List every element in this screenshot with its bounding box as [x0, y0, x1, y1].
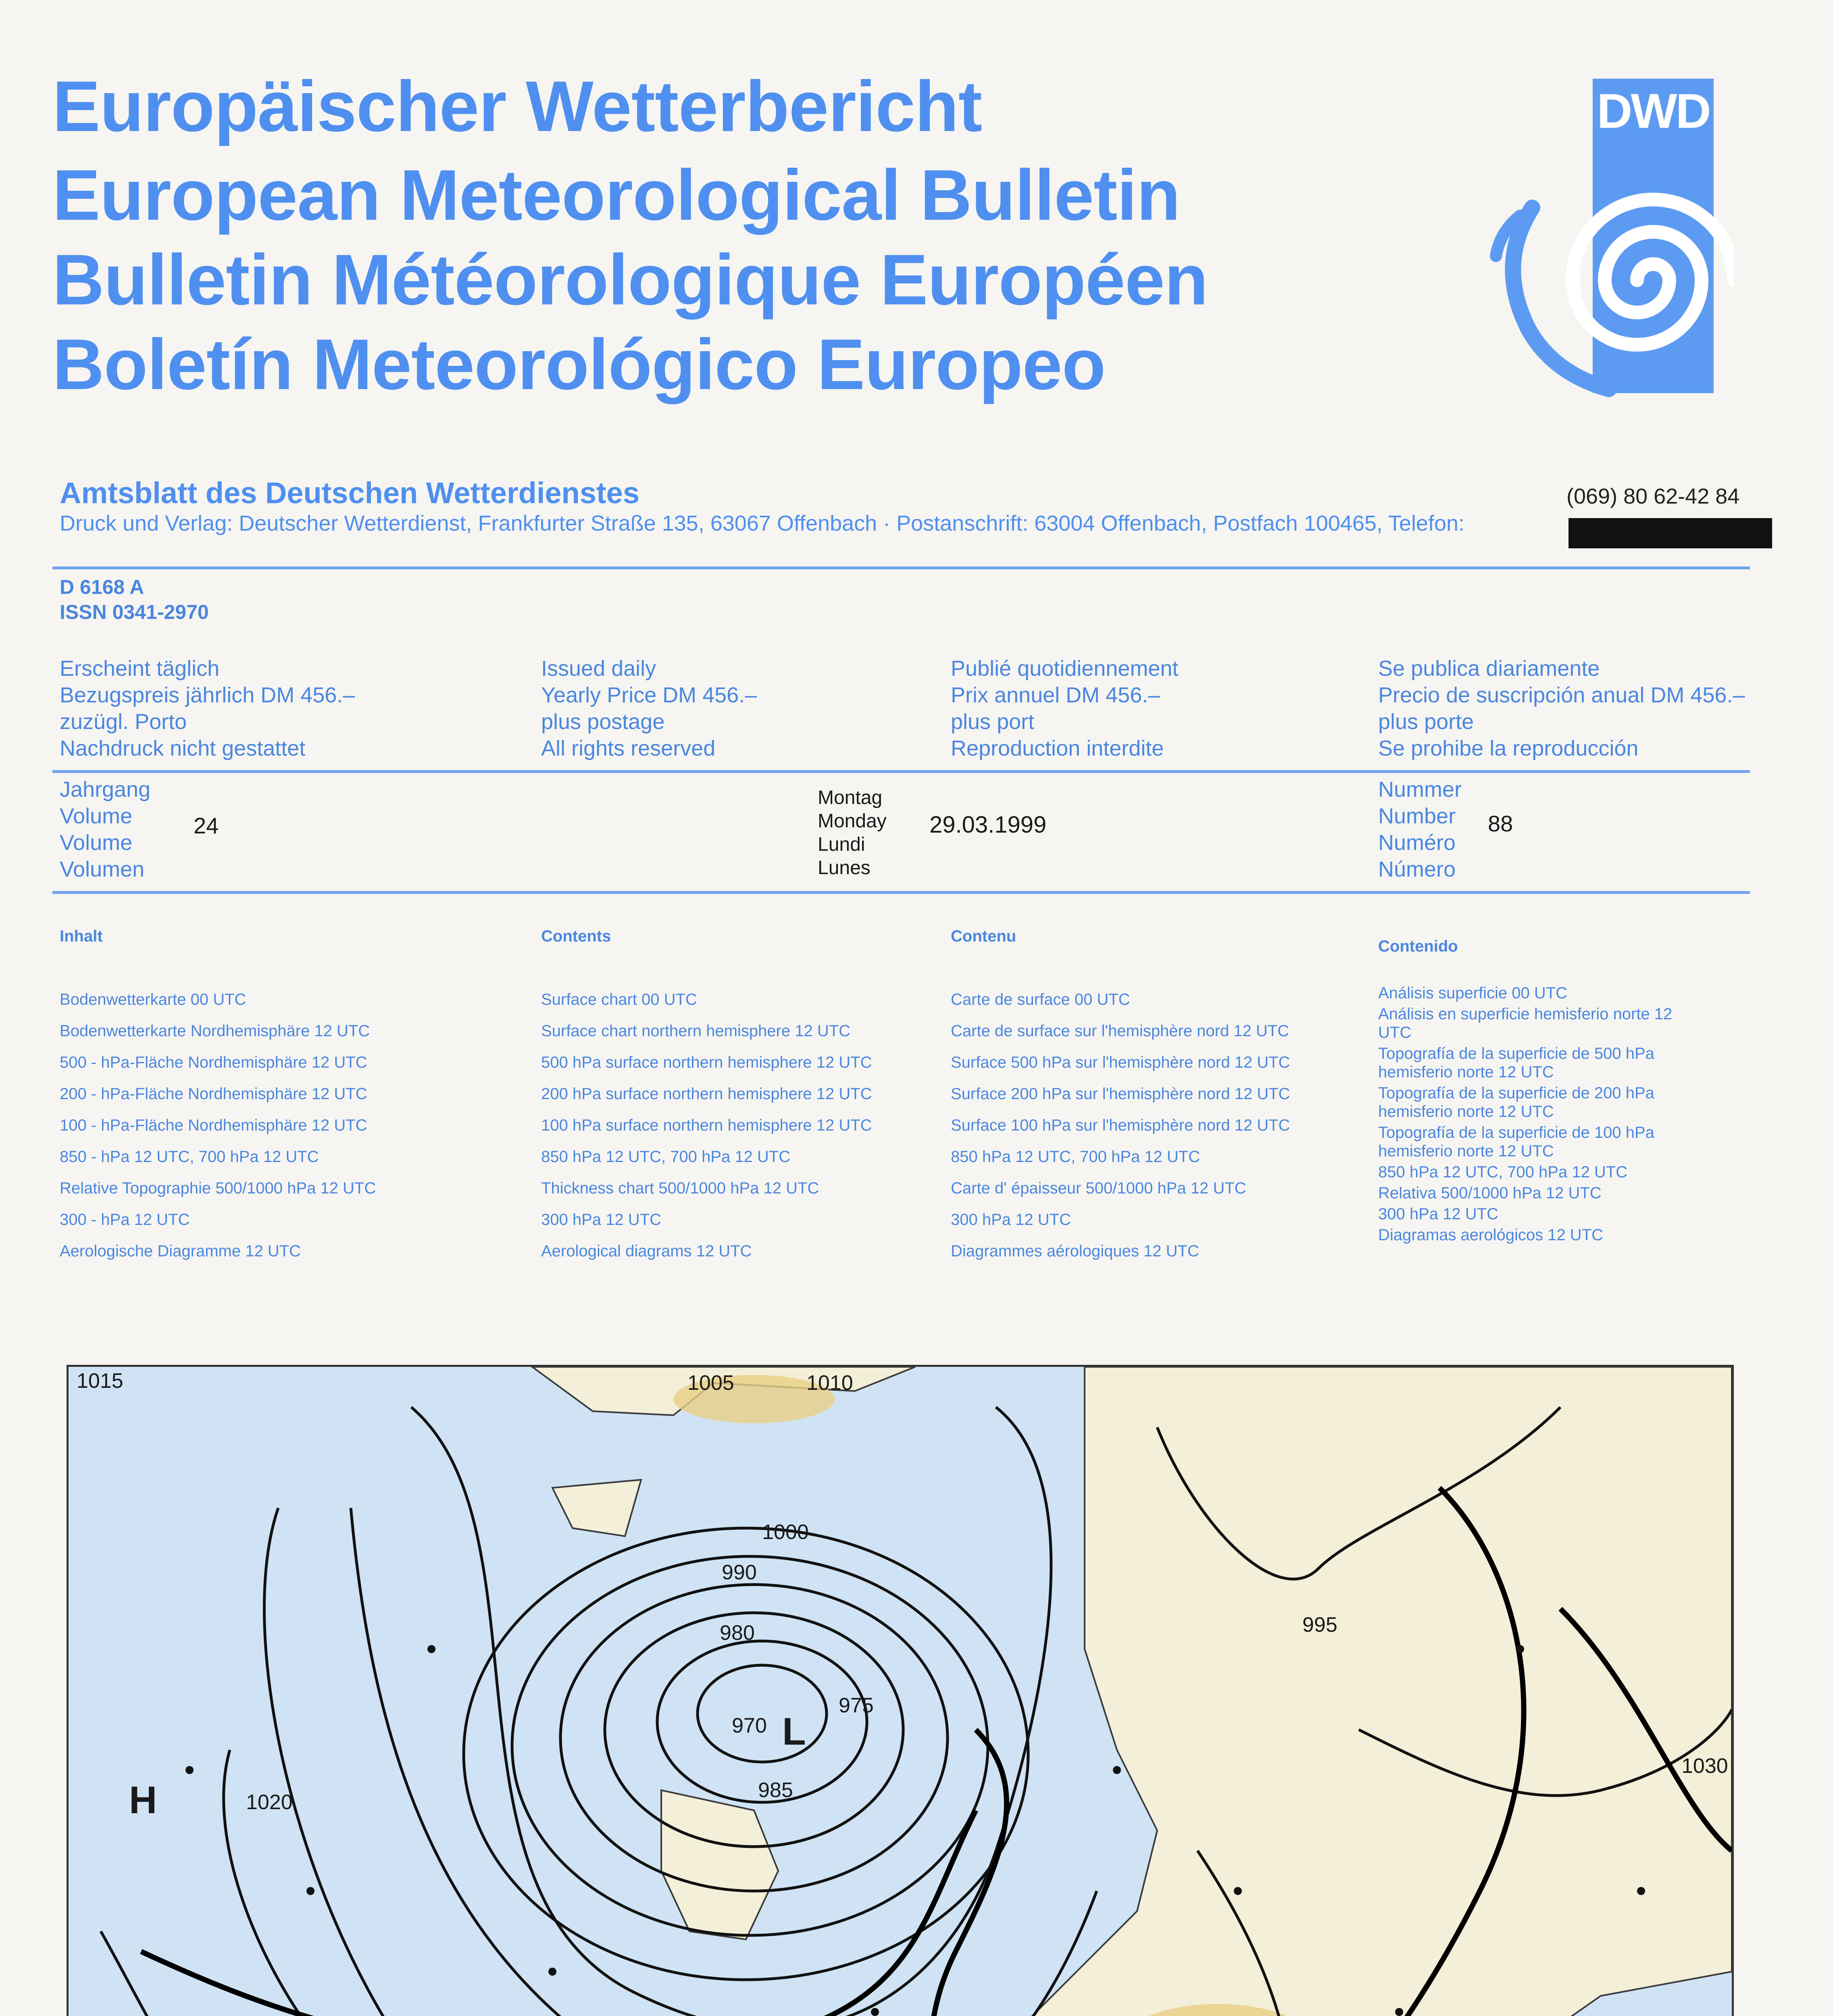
toc-item: Aerological diagrams 12 UTC — [541, 1242, 752, 1260]
isobar-label: 975 — [839, 1694, 874, 1717]
toc-heading: Contents — [541, 927, 611, 945]
day-label: Lunes — [818, 857, 871, 879]
pricing-line: Issued daily — [541, 656, 656, 681]
publisher-phone: (069) 80 62-42 84 — [1566, 484, 1740, 508]
toc-item: Surface 200 hPa sur l'hemisphère nord 12 UTC — [951, 1085, 1290, 1103]
publisher-name: Amtsblatt des Deutschen Wetterdienstes — [60, 476, 639, 510]
toc-item: 200 hPa surface northern hemisphere 12 UTC — [541, 1085, 872, 1103]
pricing-line: All rights reserved — [541, 736, 716, 760]
pricing-line: Reproduction interdite — [951, 736, 1164, 760]
toc-item: 850 hPa 12 UTC, 700 hPa 12 UTC — [951, 1148, 1200, 1166]
toc-item: 500 - hPa-Fläche Nordhemisphäre 12 UTC — [60, 1054, 367, 1071]
toc-item: Bodenwetterkarte Nordhemisphäre 12 UTC — [60, 1022, 370, 1040]
toc-column — [541, 927, 920, 1267]
toc-item: 100 hPa surface northern hemisphere 12 UTC — [541, 1116, 872, 1134]
isobar-label: 980 — [720, 1621, 755, 1645]
isobar-label: 995 — [1302, 1613, 1337, 1637]
pricing-line: Publié quotidiennement — [951, 656, 1179, 681]
low-pressure-center: L — [782, 1710, 806, 1753]
divider — [52, 566, 1750, 569]
number-label: Number — [1378, 804, 1456, 828]
day-label: Lundi — [818, 834, 865, 855]
d-number: D 6168 A — [60, 576, 144, 598]
toc-item: Relative Topographie 500/1000 hPa 12 UTC — [60, 1179, 376, 1197]
land-masses — [532, 1367, 1732, 2016]
toc-item: Carte d' épaisseur 500/1000 hPa 12 UTC — [951, 1179, 1246, 1197]
day-labels — [818, 786, 887, 880]
toc-item: Surface chart 00 UTC — [541, 991, 697, 1008]
map-drawing — [69, 1367, 1732, 2016]
pricing-spanish — [1378, 655, 1745, 762]
publisher-address: Druck und Verlag: Deutscher Wetterdienst, Frankfurter Straße 135, 63067 Offenbach · Postanschrift: 63004 Offenbach, Postfach 100465, Telefon: — [60, 511, 1465, 535]
day-label: Monday — [818, 810, 887, 832]
toc-column — [1378, 937, 1685, 1247]
toc-item: 300 hPa 12 UTC — [1378, 1205, 1498, 1223]
isobar-label: 1000 — [762, 1520, 809, 1544]
toc-item: 100 - hPa-Fläche Nordhemisphäre 12 UTC — [60, 1116, 367, 1134]
title-english: European Meteorological Bulletin — [52, 155, 1180, 235]
pricing-line: plus postage — [541, 710, 665, 734]
pricing-line: Nachdruck nicht gestattet — [60, 736, 306, 760]
divider — [52, 891, 1750, 894]
surface-weather-map — [67, 1365, 1734, 2016]
pricing-french — [951, 655, 1178, 762]
pricing-line: Precio de suscripción anual DM 456.– — [1378, 683, 1745, 707]
toc-item: Diagramas aerológicos 12 UTC — [1378, 1226, 1604, 1244]
toc-item: Topografía de la superficie de 200 hPa hemisferio norte 12 UTC — [1378, 1084, 1654, 1120]
pricing-line: zuzügl. Porto — [60, 710, 187, 734]
toc-item: Bodenwetterkarte 00 UTC — [60, 991, 246, 1008]
title-french: Bulletin Météorologique Européen — [52, 240, 1208, 320]
pricing-line: Se prohibe la reproducción — [1378, 736, 1639, 760]
pricing-line: Bezugspreis jährlich DM 456.– — [60, 683, 355, 707]
toc-item: Carte de surface sur l'hemisphère nord 12 UTC — [951, 1022, 1289, 1040]
pricing-english — [541, 655, 757, 762]
toc-item: Aerologische Diagramme 12 UTC — [60, 1242, 301, 1260]
toc-heading: Inhalt — [60, 927, 103, 945]
pricing-line: plus port — [951, 710, 1035, 734]
isobar-label: 970 — [732, 1714, 767, 1737]
redacted-phone — [1568, 518, 1772, 548]
pricing-german — [60, 655, 355, 762]
volume-label: Volumen — [60, 857, 145, 881]
id-block — [60, 575, 209, 625]
toc-item: Diagrammes aérologiques 12 UTC — [951, 1242, 1199, 1260]
toc-item: Análisis superficie 00 UTC — [1378, 984, 1568, 1002]
pricing-line: Yearly Price DM 456.– — [541, 683, 757, 707]
toc-item: Surface 500 hPa sur l'hemisphère nord 12 UTC — [951, 1054, 1290, 1071]
toc-item: 300 hPa 12 UTC — [541, 1211, 661, 1229]
number-value: 88 — [1488, 811, 1513, 836]
number-label: Nummer — [1378, 777, 1462, 802]
volume-label: Jahrgang — [60, 777, 151, 802]
toc-item: 300 hPa 12 UTC — [951, 1211, 1071, 1229]
toc-item: Relativa 500/1000 hPa 12 UTC — [1378, 1184, 1602, 1202]
toc-heading: Contenu — [951, 927, 1016, 945]
isobar-label: 1030 — [1681, 1754, 1728, 1778]
isobar-label: 1015 — [77, 1369, 123, 1393]
pricing-line: Se publica diariamente — [1378, 656, 1600, 681]
toc-column — [60, 927, 439, 1267]
volume-label: Volume — [60, 804, 133, 828]
day-label: Montag — [818, 787, 883, 808]
toc-item: Surface chart northern hemisphere 12 UTC — [541, 1022, 851, 1040]
isobar-label: 985 — [758, 1779, 793, 1802]
issue-date: 29.03.1999 — [929, 812, 1047, 838]
dwd-logo — [1593, 79, 1714, 393]
isobar-label: 1005 — [687, 1371, 734, 1395]
number-label: Número — [1378, 857, 1456, 881]
volume-labels — [60, 776, 150, 883]
toc-item: 300 - hPa 12 UTC — [60, 1211, 190, 1229]
isobar-label: 1020 — [246, 1791, 293, 1814]
toc-item: Topografía de la superficie de 100 hPa hemisferio norte 12 UTC — [1378, 1124, 1654, 1160]
spiral-icon — [1484, 159, 1734, 401]
pricing-line: Erscheint täglich — [60, 656, 220, 681]
issn: ISSN 0341-2970 — [60, 601, 209, 623]
isobar-label: 990 — [722, 1561, 757, 1584]
volume-label: Volume — [60, 831, 133, 855]
toc-item: Carte de surface 00 UTC — [951, 991, 1130, 1008]
title-german: Europäischer Wetterbericht — [52, 66, 982, 146]
pricing-line: plus porte — [1378, 710, 1474, 734]
toc-item: 850 hPa 12 UTC, 700 hPa 12 UTC — [1378, 1163, 1628, 1181]
toc-heading: Contenido — [1378, 937, 1458, 955]
toc-item: Thickness chart 500/1000 hPa 12 UTC — [541, 1179, 819, 1197]
toc-item: 850 hPa 12 UTC, 700 hPa 12 UTC — [541, 1148, 791, 1166]
toc-item: Análisis en superficie hemisferio norte 12 UTC — [1378, 1005, 1673, 1041]
toc-item: 500 hPa surface northern hemisphere 12 UTC — [541, 1054, 872, 1071]
toc-item: 200 - hPa-Fläche Nordhemisphäre 12 UTC — [60, 1085, 367, 1103]
logo-text: DWD — [1597, 83, 1710, 138]
high-pressure-center: H — [129, 1779, 157, 1822]
number-labels — [1378, 776, 1462, 883]
title-spanish: Boletín Meteorológico Europeo — [52, 324, 1106, 404]
volume-value: 24 — [194, 813, 219, 838]
divider — [52, 770, 1750, 773]
number-label: Numéro — [1378, 831, 1456, 855]
toc-column — [951, 927, 1330, 1267]
toc-item: 850 - hPa 12 UTC, 700 hPa 12 UTC — [60, 1148, 319, 1166]
isobar-label: 1010 — [806, 1371, 853, 1395]
toc-item: Topografía de la superficie de 500 hPa hemisferio norte 12 UTC — [1378, 1045, 1654, 1081]
pricing-line: Prix annuel DM 456.– — [951, 683, 1160, 707]
toc-item: Surface 100 hPa sur l'hemisphère nord 12 UTC — [951, 1116, 1290, 1134]
